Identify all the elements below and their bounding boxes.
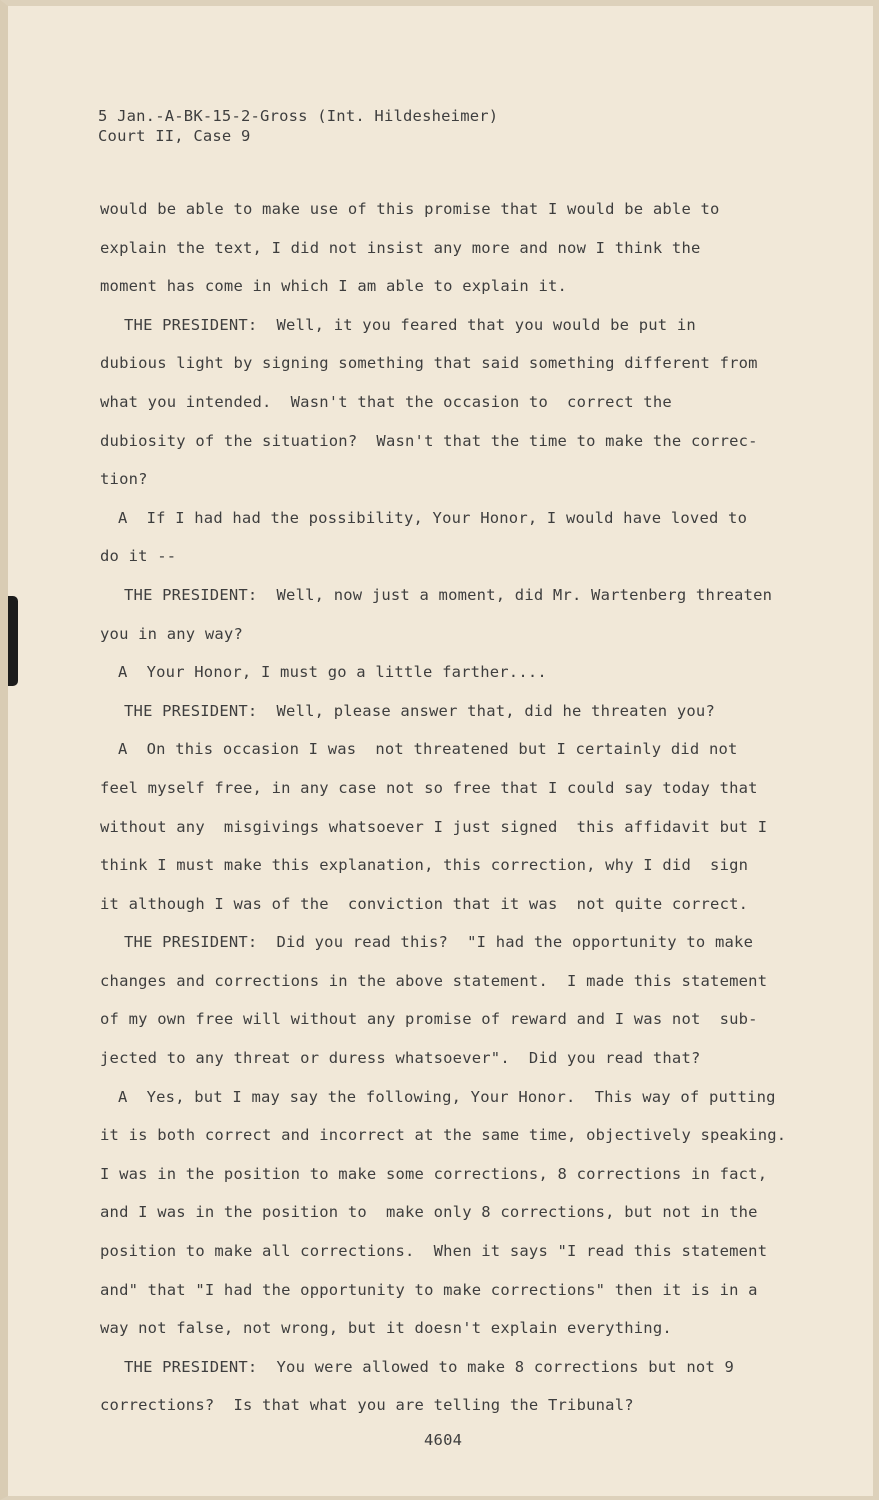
transcript-line-27: and I was in the position to make only 8 corrections, but not in the	[100, 1203, 758, 1222]
transcript-line-2: explain the text, I did not insist any more and now I think the	[100, 238, 701, 257]
transcript-line-24: A Yes, but I may say the following, Your Honor. This way of putting	[118, 1087, 776, 1106]
transcript-line-16: feel myself free, in any case not so free that I could say today that	[100, 778, 758, 797]
transcript-line-22: of my own free will without any promise of reward and I was not sub-	[100, 1010, 758, 1029]
header-line-1: 5 Jan.-A-BK-15-2-Gross (Int. Hildesheimer)	[98, 107, 499, 125]
document-header	[98, 106, 498, 146]
transcript-line-23: jected to any threat or duress whatsoever". Did you read that?	[100, 1049, 701, 1068]
transcript-line-29: and" that "I had the opportunity to make corrections" then it is in a	[100, 1280, 758, 1299]
transcript-line-5: dubious light by signing something that said something different from	[100, 354, 758, 373]
transcript-line-11: THE PRESIDENT: Well, now just a moment, did Mr. Wartenberg threaten	[124, 585, 773, 604]
transcript-line-31: THE PRESIDENT: You were allowed to make 8 corrections but not 9	[124, 1357, 735, 1376]
binding-tab	[8, 596, 18, 686]
transcript-line-12: you in any way?	[100, 624, 243, 643]
transcript-line-6: what you intended. Wasn't that the occasion to correct the	[100, 392, 672, 411]
transcript-line-13: A Your Honor, I must go a little farther....	[118, 663, 547, 682]
transcript-line-17: without any misgivings whatsoever I just signed this affidavit but I	[100, 817, 768, 836]
transcript-line-7: dubiosity of the situation? Wasn't that the time to make the correc-	[100, 431, 758, 450]
transcript-line-32: corrections? Is that what you are telling the Tribunal?	[100, 1396, 634, 1415]
transcript-line-30: way not false, not wrong, but it doesn't explain everything.	[100, 1319, 672, 1338]
transcript-line-10: do it --	[100, 547, 177, 566]
transcript-body	[100, 196, 800, 1431]
header-line-2: Court II, Case 9	[98, 127, 251, 145]
transcript-line-1: would be able to make use of this promise that I would be able to	[100, 200, 720, 218]
transcript-line-8: tion?	[100, 470, 148, 489]
transcript-line-4: THE PRESIDENT: Well, it you feared that you would be put in	[124, 315, 696, 334]
transcript-line-26: I was in the position to make some corrections, 8 corrections in fact,	[100, 1164, 768, 1183]
transcript-line-25: it is both correct and incorrect at the same time, objectively speaking.	[100, 1126, 787, 1145]
transcript-line-9: A If I had had the possibility, Your Honor, I would have loved to	[118, 508, 748, 527]
transcript-line-18: think I must make this explanation, this correction, why I did sign	[100, 856, 749, 875]
transcript-line-14: THE PRESIDENT: Well, please answer that, did he threaten you?	[124, 701, 715, 720]
transcript-line-19: it although I was of the conviction that it was not quite correct.	[100, 894, 749, 913]
transcript-line-28: position to make all corrections. When it says "I read this statement	[100, 1242, 768, 1261]
transcript-line-15: A On this occasion I was not threatened but I certainly did not	[118, 740, 738, 759]
page-number: 4604	[424, 1431, 463, 1449]
transcript-line-21: changes and corrections in the above statement. I made this statement	[100, 971, 768, 990]
transcript-line-3: moment has come in which I am able to explain it.	[100, 277, 568, 296]
transcript-line-20: THE PRESIDENT: Did you read this? "I had the opportunity to make	[124, 933, 754, 952]
